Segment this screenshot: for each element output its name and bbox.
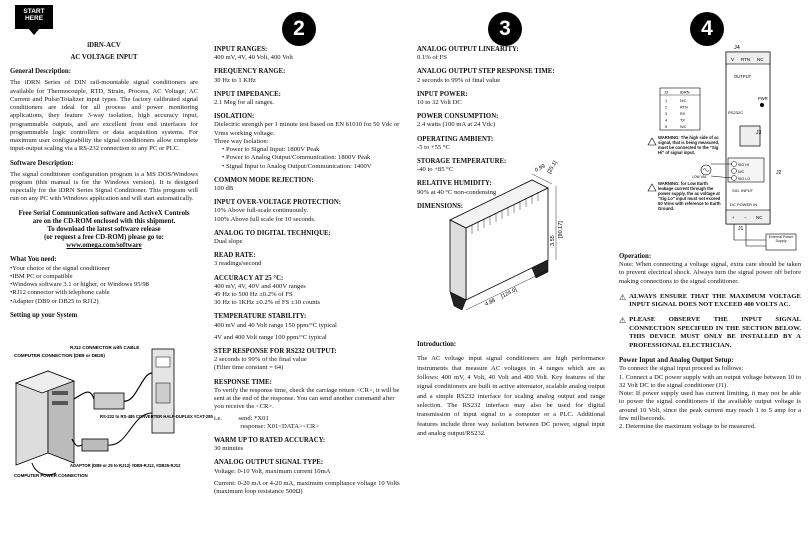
warning-icon bbox=[648, 184, 656, 191]
dim-width: 0.99 bbox=[534, 163, 547, 174]
spec-heading: TEMPERATURE STABILITY: bbox=[214, 313, 307, 321]
pin-name: N/C bbox=[680, 125, 687, 129]
need-item: •Windows software 3.1 or higher, or Windows 95/98 bbox=[10, 281, 149, 289]
rs232c-label: RS232C bbox=[728, 110, 744, 115]
output-label: OUTPUT bbox=[734, 74, 752, 79]
spec-text: 2 seconds to 99% of final value bbox=[417, 76, 501, 84]
sig-nc-label: N/C bbox=[738, 170, 745, 174]
spec-heading: RELATIVE HUMIDITY: bbox=[417, 180, 492, 188]
pin-num: 4 bbox=[665, 118, 668, 123]
spec-text: 100 dB bbox=[214, 184, 234, 192]
warning-high-side: WARNING: The high side of ac signal, that is being measured, must be connected to the "Sig Hi" of signal input. bbox=[658, 135, 720, 156]
pin-num: 1 bbox=[665, 99, 668, 103]
step-badge-2: 2 bbox=[282, 12, 316, 46]
spec-text: 100% Above full scale for 10 seconds. bbox=[214, 215, 316, 223]
setup-diagram bbox=[12, 343, 213, 483]
column-2 bbox=[214, 46, 404, 533]
software-description-heading: Software Description: bbox=[10, 159, 74, 167]
table-head: J3 bbox=[664, 89, 669, 95]
free-software-line: To download the latest software release bbox=[47, 225, 161, 233]
warning-installation-text: PLEASE OBSERVE THE INPUT SIGNAL CONNECTION SPECIFIED IN THE SECTION BELOW. THIS DEVICE MUST ONLY BE INSTALLED BY A PROFESSIONAL ELECTRICIAN. bbox=[629, 316, 801, 349]
need-item: •IBM PC or compatible bbox=[10, 272, 73, 280]
term-v: V bbox=[731, 57, 735, 62]
spec-heading: ANALOG TO DIGITAL TECHNIQUE: bbox=[214, 229, 331, 237]
spec-text: i.e. send: *X01 bbox=[214, 414, 269, 422]
software-url[interactable]: www.omega.com/software bbox=[66, 242, 142, 250]
j2-label: J2 bbox=[776, 170, 782, 176]
spec-text: 2.1 Meg for all ranges. bbox=[214, 98, 275, 106]
free-software-line: are on the CD-ROM enclosed with this shipment. bbox=[32, 217, 176, 225]
term-minus: − bbox=[744, 215, 747, 220]
external-power-label: External Power Supply bbox=[768, 235, 794, 244]
spec-text: • Signal Input to Analog Output/Communication: 1400V bbox=[222, 162, 372, 170]
pin-name: TX bbox=[680, 118, 685, 123]
rs232-label: RS-232 to RS-485 CONVERTER HALF-DUPLEX #CAT-285 bbox=[100, 414, 213, 419]
step-badge-3: 3 bbox=[488, 12, 522, 46]
spec-heading: RESPONSE TIME: bbox=[214, 378, 272, 386]
spec-text: 10 to 32 Volt DC bbox=[417, 98, 462, 106]
computer-connection-label: COMPUTER CONNECTION (DB9 or DB25) bbox=[14, 353, 105, 358]
spec-heading: OPERATING AMBIENT: bbox=[417, 135, 494, 143]
pin-name: RX bbox=[680, 112, 686, 116]
product-subtitle: AC VOLTAGE INPUT bbox=[70, 54, 138, 62]
spec-heading: WARM UP TO RATED ACCURACY: bbox=[214, 436, 326, 444]
introduction-heading: Introduction: bbox=[417, 341, 457, 348]
spec-text: 3 readings/second bbox=[214, 260, 262, 268]
term-rtn: RTN bbox=[741, 57, 751, 62]
software-description-text: The signal conditioner configuration program is a MS DOS/Windows program (this manual is for the Windows version). It is designed especially for the iDRN Series Signal Conditioner. This program will run on any PC with Windows application and will start automatically. bbox=[10, 170, 198, 203]
dim-width-mm: [25.1] bbox=[546, 160, 559, 175]
low-val-label: LOW VAL bbox=[692, 175, 707, 179]
need-item: •Adapter (DB9 or DB25 to RJ12) bbox=[10, 297, 99, 305]
spec-text: 400 mV, 4V, 40V and 400V ranges bbox=[214, 282, 306, 290]
dc-power-label: DC POWER IN bbox=[730, 202, 758, 207]
table-head: iDRN bbox=[680, 89, 690, 95]
sig-lo-label: SIG LO bbox=[738, 177, 750, 181]
setup-heading: Setting up your System bbox=[10, 311, 78, 319]
step-badge-4: 4 bbox=[690, 12, 724, 46]
power-setup-intro: To connect the signal input proceed as follows: bbox=[619, 365, 744, 373]
spec-heading: INPUT POWER: bbox=[417, 90, 468, 98]
warning-installation bbox=[619, 316, 801, 350]
dim-depth-mm: [124.0] bbox=[500, 287, 519, 300]
spec-text: • Power to Analog Output/Communication: 1800V Peak bbox=[222, 154, 371, 162]
module-front bbox=[450, 220, 466, 300]
spec-heading: POWER CONSUMPTION: bbox=[417, 113, 499, 121]
dim-depth: 4.88 bbox=[484, 297, 497, 308]
dimensions-drawing bbox=[440, 160, 570, 340]
spec-text: 0.1% of FS bbox=[417, 54, 447, 62]
pwr-label: PWR bbox=[758, 96, 768, 101]
spec-heading: ANALOG OUTPUT SIGNAL TYPE: bbox=[214, 459, 324, 467]
computer-power-label: COMPUTER POWER CONNECTION bbox=[14, 473, 88, 478]
spec-heading: INPUT OVER-VOLTAGE PROTECTION: bbox=[214, 199, 342, 207]
free-software-line: (or request a free CD-ROM) please go to: bbox=[44, 234, 164, 242]
spec-text: 2 seconds to 99% of the final value bbox=[214, 356, 307, 364]
j3-label: J3 bbox=[756, 130, 762, 136]
power-note: Note: If power supply used has current limiting, it may not be able to power the signal conditioners if the available output voltage is around 10 Volt, since the peak current may reach 1 to 5 amp for a few milliseconds. bbox=[619, 390, 801, 422]
spec-text: 4V and 400 Volt range 100 ppm/°C typical bbox=[214, 333, 327, 341]
warning-earth-leakage: WARNING: for Low Earth leakage current through the power supply, the ac voltage at "Sig Lo" input must not exceed 50 Vrms with reference to Earth Ground. bbox=[658, 181, 721, 212]
spec-text: (Filter time constant = 64) bbox=[214, 364, 284, 372]
term-plus: + bbox=[732, 215, 735, 220]
pin-num: 5 bbox=[665, 125, 668, 129]
general-description-text: The iDRN Series of DIN rail-mountable signal conditioners are available for Thermocouple, RTD, Strain, Process, AC Voltage, AC Current and Pulse/Totalizer input types. The factory calibrated signal conditioners are ideal for all process and power monitoring applications, they feature 3-way isolation, high accuracy input, programmable outputs, and are excellent front end interfaces for programmable logic controllers or data acquisition systems. For maximum user configurability the signal conditioners allow complete input-output scaling via a RS-232 connection to any PC or PLC. bbox=[10, 79, 198, 153]
warning-icon: ⚠ bbox=[619, 316, 627, 326]
spec-text: -40 to +85 °C bbox=[417, 166, 454, 174]
spec-text: 400 mV, 4V, 40 Volt, 400 Volt bbox=[214, 54, 293, 62]
spec-text: response: X01<DATA><CR> bbox=[214, 422, 320, 430]
power-step-1: 1. Connect a DC power supply with an output voltage between 10 to 32 Volt DC to the signal conditioner (J1). bbox=[619, 373, 801, 389]
spec-text: 30 Hz to 1 KHz bbox=[214, 76, 256, 84]
spec-heading: ACCURACY AT 25 °C: bbox=[214, 274, 284, 282]
sig-hi-label: SIG HI bbox=[738, 163, 749, 167]
dim-height: 3.55 bbox=[550, 235, 556, 246]
wiring-diagram bbox=[616, 42, 802, 252]
pin-num: 3 bbox=[665, 112, 668, 116]
spec-text: Voltage: 0-10 Volt, maximum current 10mA bbox=[214, 467, 331, 475]
term-nc-bottom: NC bbox=[756, 215, 763, 220]
spec-text: 10% Above full-scale continuously. bbox=[214, 207, 309, 215]
operation-heading: Operation: bbox=[619, 253, 652, 260]
term-nc: NC bbox=[757, 57, 764, 62]
pwr-led bbox=[760, 103, 764, 107]
warning-icon: ⚠ bbox=[619, 292, 627, 302]
rs232-converter bbox=[94, 393, 124, 409]
spec-text: 49 Hz to 500 Hz ±0.2% of FS bbox=[214, 290, 293, 298]
warning-icon bbox=[648, 138, 656, 145]
pin-name: RTN bbox=[680, 105, 688, 110]
need-item: •Your choice of the signal conditioner bbox=[10, 264, 110, 272]
spec-text: Dual slope bbox=[214, 237, 243, 245]
power-setup-heading: Power Input and Analog Output Setup: bbox=[619, 357, 734, 365]
column-4-text bbox=[619, 253, 801, 485]
need-item: •RJ12 connector with telephone cable bbox=[10, 289, 110, 297]
spec-heading: INPUT RANGES: bbox=[214, 46, 268, 53]
sig-input-label: SIG. INPUT bbox=[732, 188, 754, 193]
spec-text: 30 minutes bbox=[214, 445, 244, 453]
dim-height-mm: [90.17] bbox=[558, 221, 564, 238]
spec-heading: ANALOG OUTPUT LINEARITY: bbox=[417, 46, 519, 53]
spec-text: Three way Isolation: bbox=[214, 137, 269, 145]
spec-heading: STORAGE TEMPERATURE: bbox=[417, 157, 507, 165]
spec-text: To verify the response time, check the carriage return <CR>, it will be sent at the end of the response. You can send another command after you receive the <CR>. bbox=[214, 386, 400, 411]
rj12-port bbox=[740, 126, 760, 146]
start-here-badge: START HERE bbox=[15, 5, 53, 29]
warning-max-voltage-text: ALWAYS ENSURE THAT THE MAXIMUM VOLTAGE INPUT SIGNAL DOES NOT EXCEED 400 VOLTS AC. bbox=[629, 292, 801, 309]
pin-name: N/C bbox=[680, 99, 687, 103]
spec-text: 2.4 watts (100 mA at 24 Vdc) bbox=[417, 121, 496, 129]
spec-text: 30 Hz to 1KHz ±0.2% of FS ±10 counts bbox=[214, 299, 320, 307]
spec-text: 400 mV and 40 Volt range 150 ppm/°C typical bbox=[214, 321, 337, 329]
dimensions-heading: DIMENSIONS: bbox=[417, 202, 464, 210]
warning-max-voltage bbox=[619, 293, 801, 310]
rj12-label: RJ12 CONNECTOR with CABLE bbox=[70, 345, 140, 350]
spec-heading: INPUT IMPEDANCE: bbox=[214, 90, 281, 98]
product-name: iDRN-ACV bbox=[87, 42, 121, 49]
spec-text: Dielectric strength per 1 minute test based on EN 61010 for 50 Vdc or Vrms working voltage. bbox=[214, 121, 400, 137]
spec-heading: READ RATE: bbox=[214, 252, 256, 260]
introduction-text: The AC voltage input signal conditioners are high performance instruments that measure AC voltages in 4 ranges which are as follows: 400 mV, 4 Volt, 40 Volt and 400 Volt. Key features of the signal conditioners are built in active attenuator, scalable analog output and a simple RS232 interface for scaling analog output and range selection. The RS232 interface may also be used for digital transmission of input signal to a computer or a PLC. Additional features include three way isolation between DC power, signal input and analog output/RS232. bbox=[417, 355, 605, 438]
general-description-heading: General Description: bbox=[10, 68, 71, 76]
j4-label: J4 bbox=[734, 45, 740, 51]
column-3-intro bbox=[417, 341, 605, 481]
spec-text: Current: 0-20 mA or 4-20 mA, maximum compliance voltage 10 Volts (maximum loop resistance 500Ω) bbox=[214, 479, 400, 495]
spec-heading: FREQUENCY RANGE: bbox=[214, 68, 286, 76]
spec-heading: ISOLATION: bbox=[214, 113, 255, 121]
power-step-2: 2. Determine the maximum voltage to be measured. bbox=[619, 423, 756, 431]
free-software-line: Free Serial Communication software and ActiveX Controls bbox=[18, 209, 190, 217]
what-you-need-heading: What You need: bbox=[10, 256, 57, 264]
spec-heading: COMMON MODE REJECTION: bbox=[214, 176, 314, 184]
adaptor bbox=[82, 439, 108, 451]
adaptor-label: ADAPTOR (DB9 or 25 to RJ12) #DB9-RJ12, #DB25-RJ12 bbox=[70, 463, 181, 468]
j1-label: J1 bbox=[738, 226, 744, 232]
spec-text: • Power to Signal Input: 1800V Peak bbox=[222, 146, 320, 154]
pin-num: 2 bbox=[665, 105, 668, 110]
spec-text: -5 to +55 °C bbox=[417, 143, 450, 151]
operation-note: Note: When connecting a voltage signal, extra care should be taken to prevent electrical shock. Always turn the signal power off before making connections to the signal conditioner. bbox=[619, 261, 801, 285]
spec-text: 90% at 40 °C non-condensing bbox=[417, 188, 497, 196]
spec-heading: ANALOG OUTPUT STEP RESPONSE TIME: bbox=[417, 68, 555, 76]
spec-heading: STEP RESPONSE FOR RS232 OUTPUT: bbox=[214, 348, 337, 356]
